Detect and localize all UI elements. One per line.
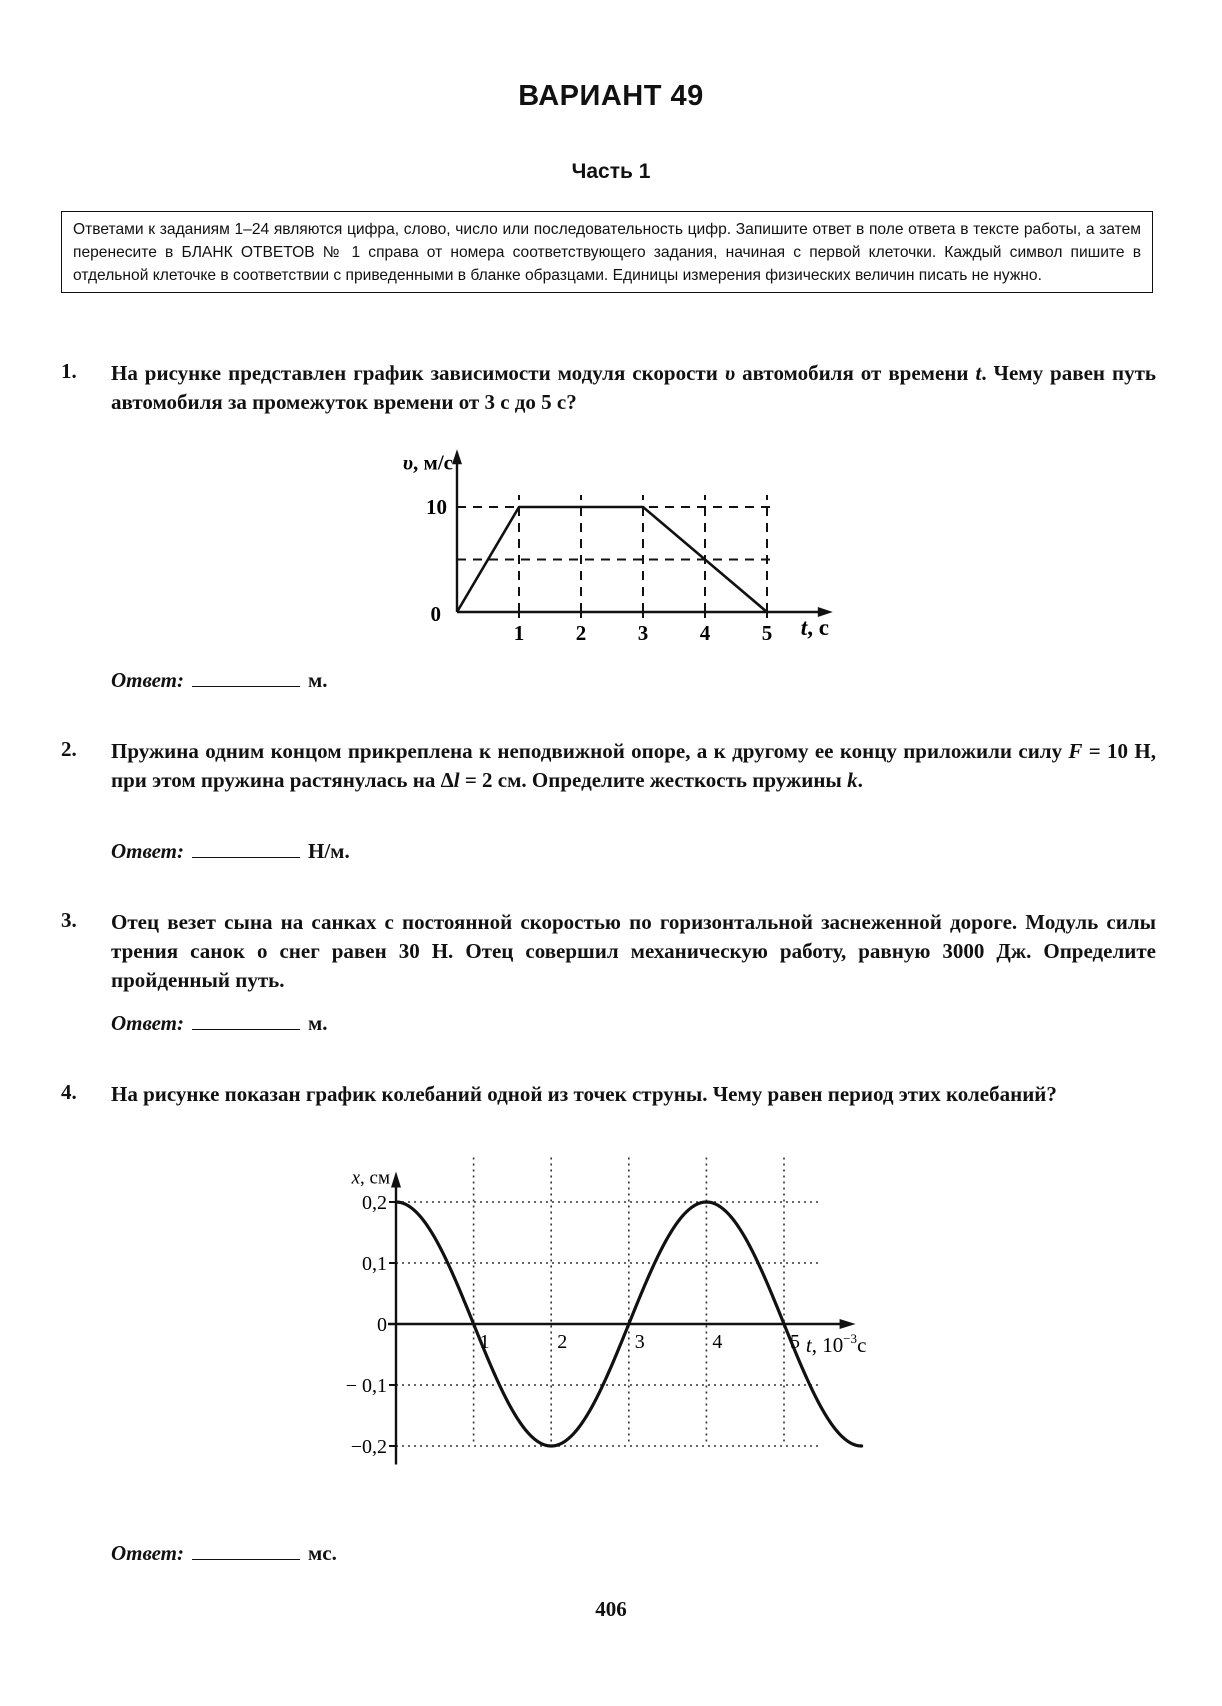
x-tick-label: 5	[761, 621, 773, 645]
answer-unit: м.	[308, 668, 328, 692]
y-axis-label	[351, 1168, 390, 1189]
x-axis-arrow	[840, 1319, 856, 1329]
question-number: 3.	[61, 908, 77, 932]
y-axis-arrow	[391, 1172, 401, 1188]
x-axis-label-unit: , с	[807, 615, 829, 640]
instructions-box: Ответами к заданиям 1–24 являются цифра, слово, число или последовательность цифр. Запишите ответ в поле ответа в тексте работы, а затем перенесите в БЛАНК ОТВЕТОВ № 1 справа от номера соответствующего задания, начиная с первой клеточки. Каждый символ пишите в отдельной клеточке в соответствии с приведенными в бланке образцами. Единицы измерения физических величин писать не нужно.	[61, 211, 1153, 293]
x-tick-label: 5	[790, 1331, 800, 1353]
x-tick-label: 2	[575, 621, 587, 645]
origin-label: 0	[430, 602, 441, 626]
y-tick-label: 0,2	[362, 1192, 387, 1214]
answer-label: Ответ:	[111, 668, 184, 692]
answer-unit: мс.	[308, 1541, 337, 1565]
question-number: 4.	[61, 1080, 77, 1104]
x-axis-label-var: t	[800, 615, 808, 640]
question-text: На рисунке представлен график зависимости модуля скорости υ автомобиля от времени t. Чему равен путь автомобиля за промежуток времени от 3 с до 5 с?	[111, 361, 1156, 414]
question-number: 1.	[61, 359, 77, 383]
variant-title: ВАРИАНТ 49	[518, 80, 704, 112]
x-axis-label-unit: , 10	[811, 1333, 844, 1357]
x-tick-label: 4	[699, 621, 711, 645]
x-axis-label-var: t	[805, 1333, 812, 1357]
y-axis-label-unit: , м/с	[413, 450, 453, 475]
oscillation-axes	[388, 1172, 856, 1465]
x-tick-label: 1	[513, 621, 525, 645]
question-number: 2.	[61, 737, 77, 761]
question-text: Пружина одним концом прикреплена к неподвижной опоре, а к другому ее концу приложили силу F = 10 Н, при этом пружина растянулась на Δl = 2 см. Определите жесткость пружины k.	[111, 739, 1156, 792]
x-tick-label: 3	[634, 1331, 645, 1353]
x-axis-label	[806, 1331, 867, 1357]
answer-line-4	[111, 1541, 337, 1566]
answer-unit: м.	[308, 1011, 328, 1035]
y-tick-label: 0,1	[362, 1253, 387, 1275]
answer-unit: Н/м.	[308, 839, 350, 863]
answer-label: Ответ:	[111, 839, 184, 863]
x-tick-label: 2	[557, 1331, 568, 1353]
y-axis-label-var: υ	[402, 450, 414, 475]
x-tick-label: 4	[712, 1331, 723, 1353]
y-tick-label: −0,2	[350, 1436, 387, 1458]
oscillation-labels	[346, 1168, 867, 1459]
y-tick-label: 0	[377, 1314, 387, 1336]
oscillation-grid	[396, 1158, 822, 1447]
question-text: Отец везет сына на санках с постоянной скоростью по горизонтальной заснеженной дороге. Модуль силы трения санок о снег равен 30 Н. Отец совершил механическую работу, равную 3000 Дж. Определите пройденный путь.	[111, 910, 1156, 992]
question-text: На рисунке показан график колебаний одной из точек струны. Чему равен период этих колебаний?	[111, 1082, 1057, 1106]
page-number: 406	[595, 1597, 627, 1621]
y-axis-label-unit: , см	[360, 1167, 390, 1189]
part-heading: Часть 1	[571, 160, 651, 183]
x-axis-label-exp: −3	[843, 1331, 858, 1346]
y-tick-label: − 0,1	[345, 1375, 387, 1397]
x-tick-label: 3	[637, 621, 649, 645]
answer-label: Ответ:	[111, 1541, 184, 1565]
x-tick-label: 1	[479, 1331, 490, 1353]
x-axis-label-unit2: с	[857, 1333, 867, 1357]
answer-field-4[interactable]	[192, 1541, 300, 1560]
answer-label: Ответ:	[111, 1011, 184, 1035]
y-axis-label-var: x	[351, 1167, 361, 1189]
y-tick-label: 10	[426, 495, 447, 519]
